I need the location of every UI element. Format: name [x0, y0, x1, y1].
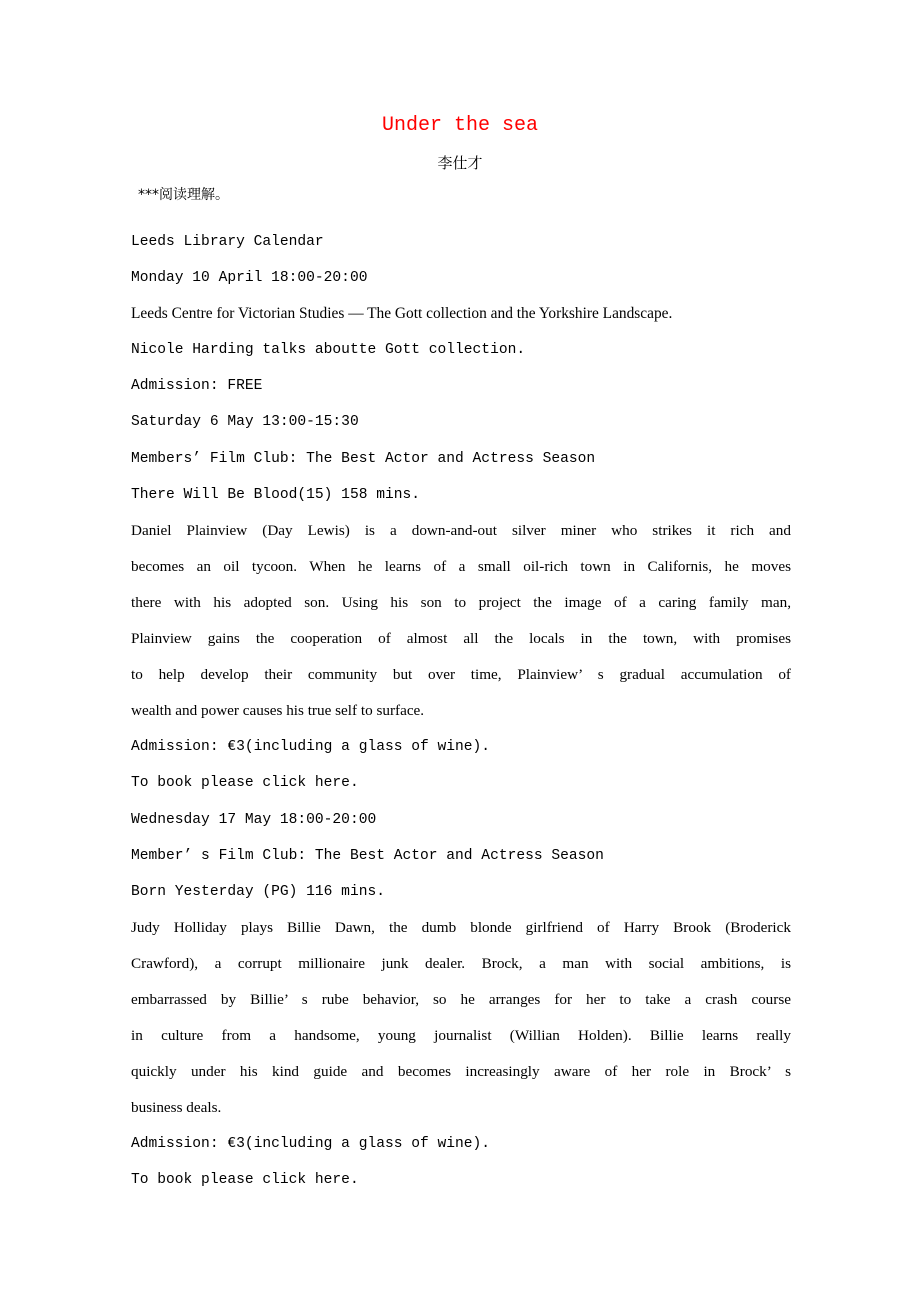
- event-3-datetime: Wednesday 17 May 18:00-20:00: [131, 811, 377, 828]
- event-3-description-line: business deals.: [131, 1099, 222, 1117]
- calendar-body: [131, 224, 791, 1199]
- event-3-description: [131, 910, 791, 1127]
- event-2-description-line: wealth and power causes his true self to surface.: [131, 702, 425, 720]
- event-2-admission: Admission: €3(including a glass of wine).: [131, 739, 491, 756]
- event-3-booking-link[interactable]: To book please click here.: [131, 1172, 359, 1189]
- event-2-description-line: there with his adopted son. Using his son to project the image of a caring family man,: [131, 593, 791, 611]
- event-3-description-line: Judy Holliday plays Billie Dawn, the dumb blonde girlfriend of Harry Brook (Broderick: [131, 918, 791, 936]
- event-3-description-line: Crawford), a corrupt millionaire junk dealer. Brock, a man with social ambitions, is: [131, 954, 791, 972]
- event-3-club: Member’ s Film Club: The Best Actor and Actress Season: [131, 847, 604, 864]
- event-2-description-line: Daniel Plainview (Day Lewis) is a down-and-out silver miner who strikes it rich and: [131, 521, 791, 539]
- event-3-description-line: quickly under his kind guide and becomes increasingly aware of her role in Brock’ s: [131, 1063, 791, 1081]
- event-3-description-line: embarrassed by Billie’ s rube behavior, so he arranges for her to take a crash course: [131, 990, 791, 1008]
- event-2-club: Members’ Film Club: The Best Actor and Actress Season: [131, 450, 596, 467]
- event-2-booking-link[interactable]: To book please click here.: [131, 775, 359, 792]
- event-2-description: [131, 513, 791, 730]
- author-name: 李仕才: [437, 154, 483, 172]
- document-title: Under the sea: [381, 114, 539, 137]
- event-3-film: Born Yesterday (PG) 116 mins.: [131, 883, 385, 900]
- event-2-film: There Will Be Blood(15) 158 mins.: [131, 486, 421, 503]
- event-2-datetime: Saturday 6 May 13:00-15:30: [131, 414, 359, 431]
- section-label: ***阅读理解。: [138, 187, 229, 203]
- event-2-description-line: Plainview gains the cooperation of almost all the locals in the town, with promises: [131, 630, 791, 648]
- event-1-admission: Admission: FREE: [131, 378, 263, 395]
- event-1-subtitle: Nicole Harding talks aboutte Gott collection.: [131, 342, 526, 359]
- event-2-description-line: becomes an oil tycoon. When he learns of a small oil-rich town in Californis, he moves: [131, 557, 791, 575]
- calendar-heading: Leeds Library Calendar: [131, 234, 324, 250]
- event-1-datetime: Monday 10 April 18:00-20:00: [131, 270, 368, 287]
- event-3-description-line: in culture from a handsome, young journalist (Willian Holden). Billie learns really: [131, 1027, 791, 1045]
- event-3-admission: Admission: €3(including a glass of wine).: [131, 1136, 491, 1153]
- event-2-description-line: to help develop their community but over time, Plainview’ s gradual accumulation of: [131, 666, 791, 684]
- event-1-title: Leeds Centre for Victorian Studies — The Gott collection and the Yorkshire Landscape.: [131, 305, 673, 323]
